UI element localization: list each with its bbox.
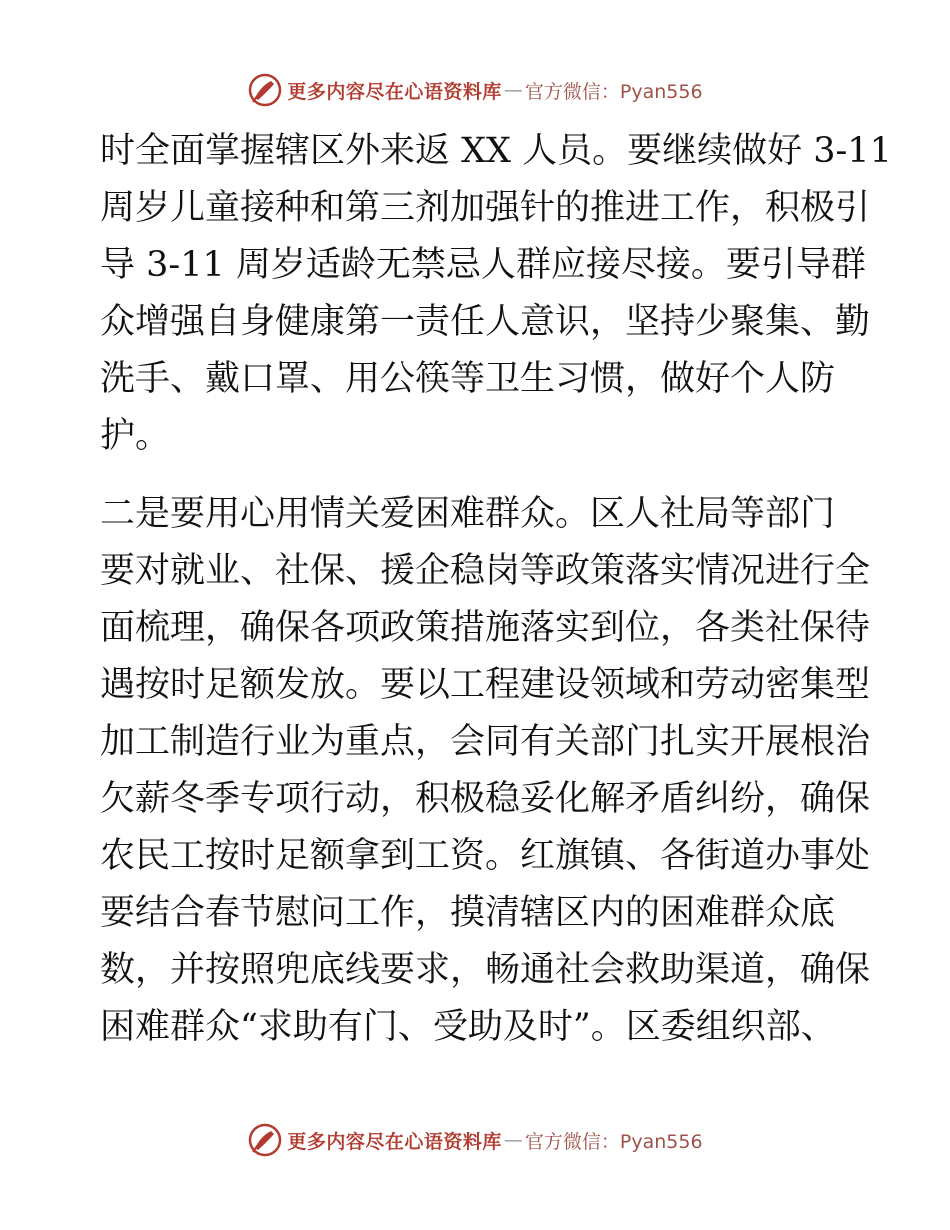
text-line: 欠薪冬季专项行动，积极稳妥化解矛盾纠纷，确保 (100, 779, 871, 819)
text-line: 农民工按时足额拿到工资。红旗镇、各街道办事处 (100, 836, 871, 876)
watermark-contact: 官方微信：Pyan556 (524, 1130, 703, 1153)
watermark-contact: 官方微信：Pyan556 (524, 80, 703, 103)
text-line: 时全面掌握辖区外来返 XX 人员。要继续做好 3-11 (100, 131, 892, 171)
text-line: 众增强自身健康第一责任人意识，坚持少聚集、勤 (100, 302, 871, 342)
text-line: 二是要用心用情关爱困难群众。区人社局等部门 (100, 494, 836, 534)
hand-pen-logo-icon (247, 1122, 283, 1158)
text-line: 要结合春节慰问工作，摸清辖区内的困难群众底 (100, 893, 836, 933)
watermark-text: 更多内容尽在心语资料库 (287, 1130, 502, 1153)
text-line: 面梳理，确保各项政策措施落实到位，各类社保待 (100, 608, 871, 648)
footer-watermark (0, 1120, 950, 1160)
text-line: 导 3-11 周岁适龄无禁忌人群应接尽接。要引导群 (100, 245, 866, 285)
text-line: 加工制造行业为重点，会同有关部门扎实开展根治 (100, 722, 871, 762)
text-line: 要对就业、社保、援企稳岗等政策落实情况进行全 (100, 551, 871, 591)
header-watermark (0, 70, 950, 110)
text-line: 遇按时足额发放。要以工程建设领域和劳动密集型 (100, 665, 871, 705)
text-line: 洗手、戴口罩、用公筷等卫生习惯，做好个人防 (100, 359, 836, 399)
watermark-separator: — (503, 1129, 523, 1151)
watermark-separator: — (503, 79, 523, 101)
text-line: 周岁儿童接种和第三剂加强针的推进工作，积极引 (100, 188, 871, 228)
hand-pen-logo-icon (247, 72, 283, 108)
text-line: 困难群众“求助有门、受助及时”。区委组织部、 (100, 1007, 836, 1047)
text-line: 数，并按照兜底线要求，畅通社会救助渠道，确保 (100, 950, 871, 990)
watermark-text: 更多内容尽在心语资料库 (287, 80, 502, 103)
text-line: 护。 (100, 416, 171, 456)
